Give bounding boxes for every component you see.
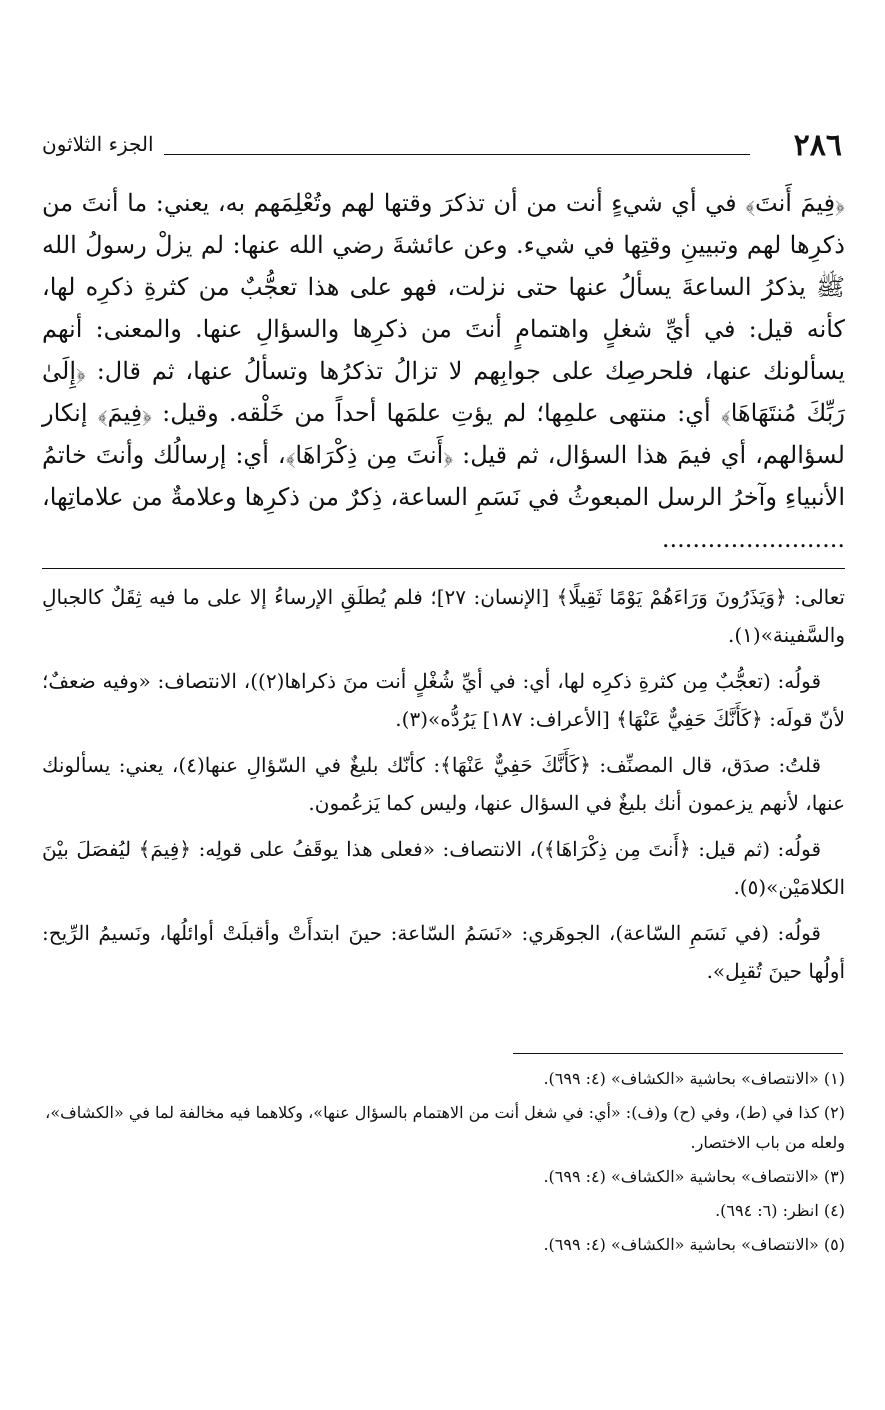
footnote-5: (٥) «الانتصاف» بحاشية «الكشاف» (٤: ٦٩٩).	[543, 1235, 845, 1254]
page-number: ٢٨٦	[793, 128, 842, 163]
footnote-1: (١) «الانتصاف» بحاشية «الكشاف» (٤: ٦٩٩).	[543, 1069, 845, 1088]
commentary-paragraph-4: قولُه: (ثم قيل: ﴿أَنتَ مِن ذِكْرَاهَا﴾)، الانتصاف: «فعلى هذا يوقَفُ على قولِه: ﴿فِيمَ﴾ ليُفصَلَ بيْنَ الكلامَيْن»(٥).	[42, 837, 845, 899]
main-divider	[42, 568, 845, 569]
commentary-paragraph-2: قولُه: (تعجُّبٌ مِن كثرةِ ذكرِه لها، أي: في أيِّ شُغْلٍ أنت منَ ذكراها(٢))، الانتصاف: «وفيه ضعفٌ؛ لأنّ قولَه: ﴿كَأَنَّكَ حَفِيٌّ عَنْهَا﴾ [الأعراف: ١٨٧] يَرُدُّه»(٣).	[42, 669, 845, 731]
main-text	[42, 182, 845, 560]
footnotes	[42, 1064, 845, 1264]
commentary	[42, 578, 845, 998]
footnote-4: (٤) انظر: (٦: ٦٩٤).	[715, 1201, 845, 1220]
footnote-rule	[513, 1053, 843, 1054]
commentary-paragraph-1: تعالى: ﴿وَيَذَرُونَ وَرَاءَهُمْ يَوْمًا ثَقِيلًا﴾ [الإنسان: ٢٧]؛ فلم يُطلَقِ الإرساءُ إلا على ما فيه ثِقَلٌ كالجبالِ والسَّفينة»(١).	[42, 585, 845, 647]
commentary-paragraph-3: قلتُ: صدَق، قال المصنِّف: ﴿كَأَنَّكَ حَفِيٌّ عَنْهَا﴾: كأنّك بليغٌ في السّؤالِ عنها(٤)، يعني: يسألونك عنها، لأنهم يزعمون أنك بليغٌ في السؤال عنها، وليس كما يَزعُمون.	[42, 753, 845, 815]
part-title: الجزء الثلاثون	[42, 132, 154, 156]
page-header	[42, 128, 842, 168]
main-paragraph	[42, 182, 845, 560]
continuation-dots: ........................	[661, 525, 845, 553]
footnote-2: (٢) كذا في (ط)، وفي (ح) و(ف): «أي: في شغل أنت من الاهتمام بالسؤال عنها»، وكلاهما فيه مخالفة لما في «الكشاف»، ولعله من باب الاختصار.	[45, 1103, 845, 1152]
commentary-paragraph-5: قولُه: (في نَسَمِ السّاعة)، الجوهَري: «نَسَمُ السّاعة: حينَ ابتدأَتْ وأقبلَتْ أوائلُها، ونَسيمُ الرِّيح: أولُها حينَ تُقبِل».	[42, 921, 845, 983]
footnote-3: (٣) «الانتصاف» بحاشية «الكشاف» (٤: ٦٩٩).	[543, 1167, 845, 1186]
main-paragraph-text: ﴿فِيمَ أَنتَ﴾ في أي شيءٍ أنت من أن تذكرَ وقتها لهم وتُعْلِمَهم به، يعني: ما أنتَ من ذكرِها لهم وتبيينِ وقتِها في شيء. وعن عائشةَ رضي الله عنها: لم يزلْ رسولُ الله ﷺ يذكرُ الساعةَ يسألُ عنها حتى نزلت، فهو على هذا تعجُّبٌ من كثرةِ ذكرِه لها، كأنه قيل: في أيِّ شغلٍ واهتمامٍ أنتَ من ذكرِها والسؤالِ عنها. والمعنى: أنهم يسألونك عنها، فلحرصِك على جوابِهم لا تزالُ تذكرُها وتسألُ عنها، ثم قال: ﴿إِلَىٰ رَبِّكَ مُنتَهَاهَا﴾ أي: منتهى علمِها؛ لم يؤتِ علمَها أحداً من خَلْقه. وقيل: ﴿فِيمَ﴾ إنكار لسؤالهم، أي فيمَ هذا السؤال، ثم قيل: ﴿أَنتَ مِن ذِكْرَاهَا﴾، أي: إرسالُك وأنتَ خاتمُ الأنبياءِ وآخرُ الرسل المبعوثُ في نَسَمِ الساعة، ذِكرٌ من ذكرِها وعلامةٌ من علاماتِها،	[42, 189, 845, 511]
header-rule	[164, 154, 750, 155]
